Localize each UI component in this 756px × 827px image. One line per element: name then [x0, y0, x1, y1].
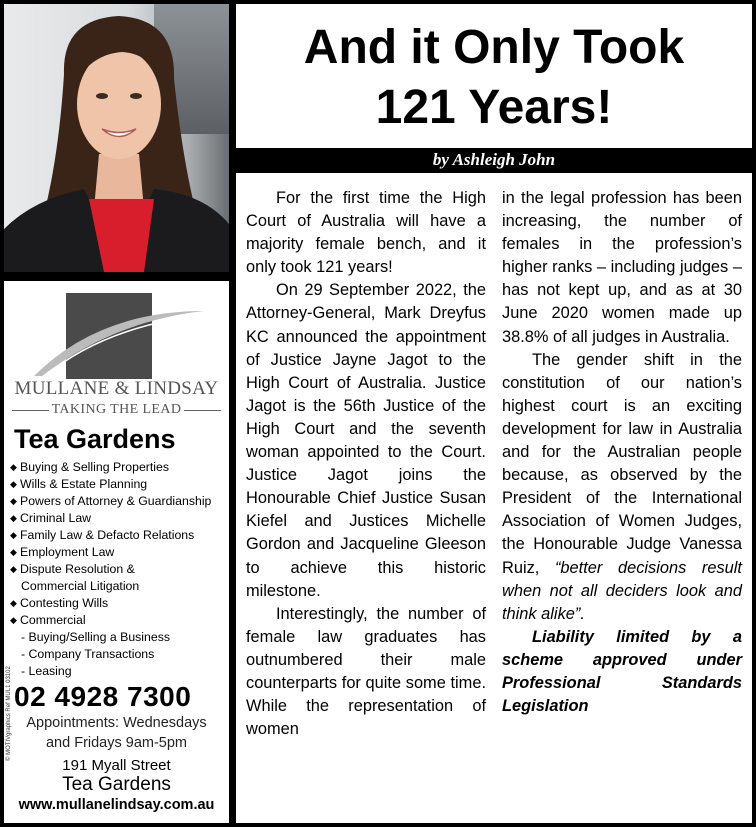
- service-label: Buying & Selling Properties: [20, 460, 170, 474]
- service-label: Commercial Litigation: [21, 579, 140, 593]
- paragraph: [502, 349, 742, 626]
- service-item: [10, 561, 230, 578]
- service-label: - Company Transactions: [21, 647, 155, 661]
- tagline-row: [12, 402, 221, 418]
- service-item: [10, 663, 230, 680]
- law-firm-advertisement: [4, 281, 229, 823]
- article-column-2: [502, 187, 742, 718]
- service-item: [10, 527, 230, 544]
- service-item: [10, 510, 230, 527]
- service-label: Commercial: [20, 613, 86, 627]
- liability-statement: Liability limited by a scheme approved under Professional Standards Legislation: [502, 627, 742, 716]
- service-label: Powers of Attorney & Guardianship: [20, 494, 212, 508]
- services-list: [10, 459, 230, 680]
- service-item: [10, 595, 230, 612]
- service-label: Criminal Law: [20, 511, 92, 525]
- appointments-line1: Appointments: Wednesdays: [26, 715, 207, 731]
- article-column-1: [246, 187, 486, 741]
- headline: [236, 18, 752, 138]
- service-label: Family Law & Defacto Relations: [20, 528, 195, 542]
- bullet-icon: ◆: [10, 598, 17, 608]
- phone-number[interactable]: 02 4928 7300: [14, 681, 192, 712]
- portrait-photo: [4, 4, 229, 272]
- article-body: [236, 173, 752, 823]
- office-location: Tea Gardens: [14, 424, 176, 454]
- headline-box: [236, 4, 752, 148]
- appointments-line2: and Fridays 9am-5pm: [45, 735, 188, 751]
- paragraph: On 29 September 2022, the Attorney-General, Mark Dreyfus KC announced the appointment of Justice Jayne Jagot to the High Court of Australia. Justice Jagot is the 56th Justice of the High Court and the seventh woman appointed to the Court. Justice Jagot joins the Honourable Chief Justice Susan Kiefel and Justices Michelle Gordon and Jacqueline Gleeson to achieve this historic milestone.: [246, 281, 486, 600]
- service-item: [10, 612, 230, 629]
- service-label: - Leasing: [21, 664, 72, 678]
- headline-line2: 121 Years!: [375, 81, 613, 134]
- firm-name: MULLANE & LINDSAY: [14, 378, 219, 399]
- service-label: Dispute Resolution &: [20, 562, 135, 576]
- firm-logo: [4, 281, 229, 381]
- paragraph: For the first time the High Court of Australia will have a majority female bench, and it only took 121 years!: [246, 189, 486, 277]
- paragraph-text: The gender shift in the constitution of our nation’s highest court is an exciting development for law in Australia and for the Australian people because, as observed by the President of the International Association of Women Judges, the Honourable Judge Vanessa Ruiz,: [502, 350, 742, 577]
- bullet-icon: ◆: [10, 496, 17, 506]
- service-item: [10, 459, 230, 476]
- service-label: Contesting Wills: [20, 596, 109, 610]
- service-item: [10, 493, 230, 510]
- town-name: Tea Gardens: [62, 774, 171, 795]
- headline-line1: And it Only Took: [303, 21, 685, 74]
- bullet-icon: ◆: [10, 547, 17, 557]
- bullet-icon: ◆: [10, 513, 17, 523]
- bullet-icon: ◆: [10, 479, 17, 489]
- bullet-icon: ◆: [10, 462, 17, 472]
- street-address: 191 Myall Street: [62, 757, 171, 774]
- firm-tagline: TAKING THE LEAD: [49, 402, 185, 417]
- byline: by Ashleigh John: [432, 150, 556, 169]
- byline-bar: [236, 148, 752, 172]
- quote: “better decisions result when not all deciders look and think alike”.: [502, 558, 742, 623]
- paragraph: Interestingly, the number of female law graduates has outnumbered their male counterparts for quite some time. While the representation of women: [246, 604, 486, 739]
- paragraph: in the legal profession has been increasing, the number of females in the profession’s higher ranks – including judges – has not kept up, and as at 30 June 2020 women made up 38.8% of all judges in Australia.: [502, 189, 742, 346]
- service-item: [10, 629, 230, 646]
- service-label: Wills & Estate Planning: [20, 477, 148, 491]
- service-label: - Buying/Selling a Business: [21, 630, 171, 644]
- service-label: Employment Law: [20, 545, 115, 559]
- service-item: [10, 646, 230, 663]
- service-item: [10, 544, 230, 561]
- copyright-note: © MOTIVgraphics Ref MUL1 03102: [6, 666, 12, 761]
- service-item: [10, 476, 230, 493]
- service-item: [10, 578, 230, 595]
- bullet-icon: ◆: [10, 564, 17, 574]
- bullet-icon: ◆: [10, 615, 17, 625]
- appointment-hours: [4, 713, 229, 753]
- bullet-icon: ◆: [10, 530, 17, 540]
- website-link[interactable]: www.mullanelindsay.com.au: [18, 797, 215, 813]
